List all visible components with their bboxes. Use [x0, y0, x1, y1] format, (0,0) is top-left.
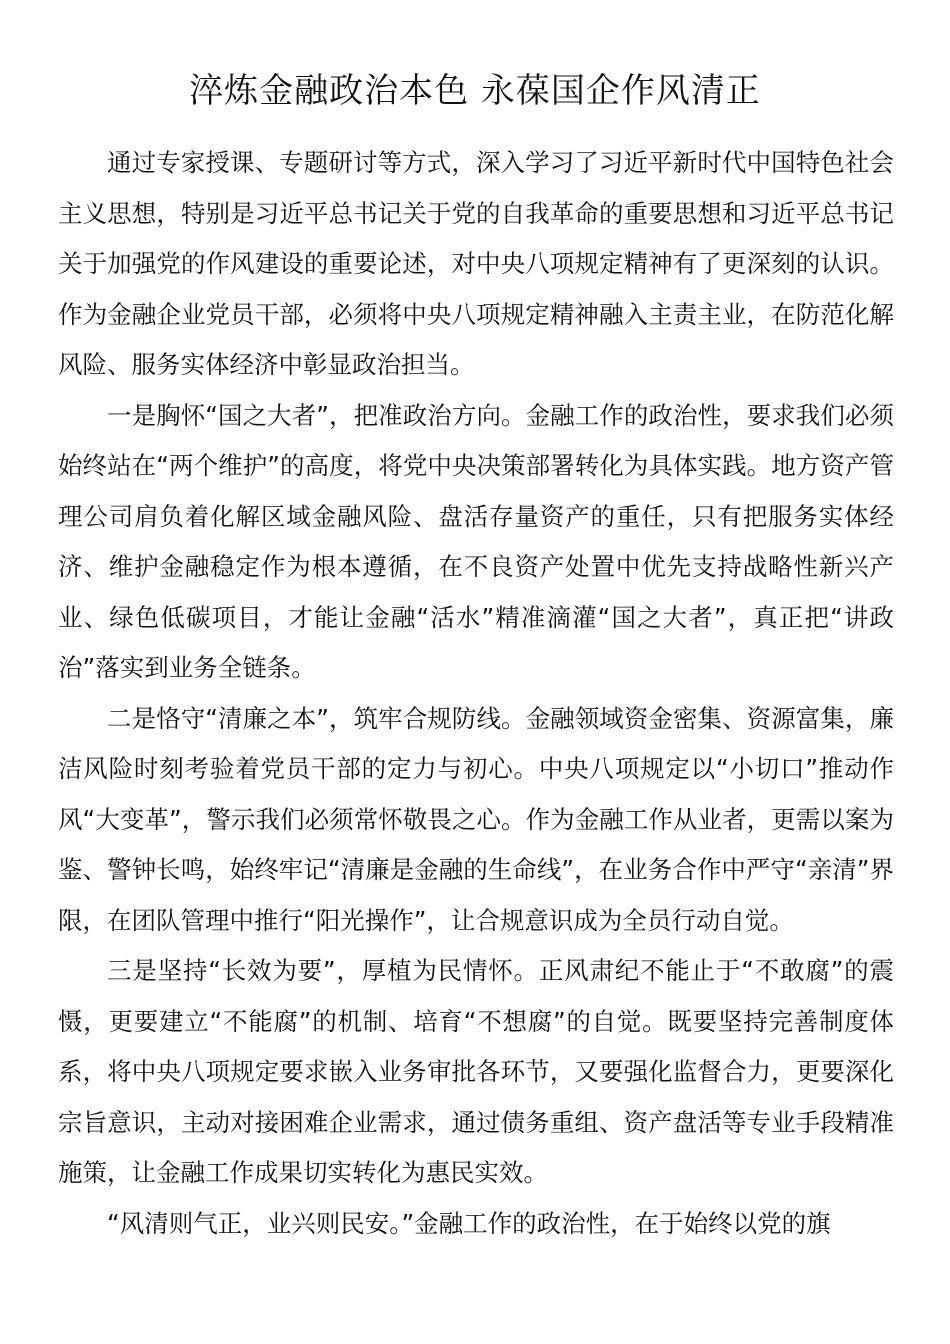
- paragraph-closing: “风清则气正，业兴则民安。”金融工作的政治性，在于始终以党的旗: [107, 1208, 831, 1238]
- paragraph-point-three: 三是坚持“长效为要”，厚植为民情怀。正风肃纪不能止于“不敢腐”的震慑，更要建立“不能腐”的机制、培育“不想腐”的自觉。既要坚持完善制度体系，将中央八项规定要求嵌入业务审批各环节，又要强化监督合力，更要深化宗旨意识，主动对接困难企业需求，通过债务重组、资产盘活等专业手段精准施策，让金融工作成果切实转化为惠民实效。: [58, 956, 894, 1187]
- paragraph-point-two: 二是恪守“清廉之本”，筑牢合规防线。金融领域资金密集、资源富集，廉洁风险时刻考验着党员干部的定力与初心。中央八项规定以“小切口”推动作风“大变革”，警示我们必须常怀敬畏之心。作为金融工作从业者，更需以案为鉴、警钟长鸣，始终牢记“清廉是金融的生命线”，在业务合作中严守“亲清”界限，在团队管理中推行“阳光操作”，让合规意识成为全员行动自觉。: [58, 703, 894, 935]
- paragraph-point-one: 一是胸怀“国之大者”，把准政治方向。金融工作的政治性，要求我们必须始终站在“两个维护”的高度，将党中央决策部署转化为具体实践。地方资产管理公司肩负着化解区域金融风险、盘活存量资产的重任，只有把服务实体经济、维护金融稳定作为根本遵循，在不良资产处置中优先支持战略性新兴产业、绿色低碳项目，才能让金融“活水”精准滴灌“国之大者”，真正把“讲政治”落实到业务全链条。: [58, 400, 894, 682]
- document-body: [58, 138, 894, 1249]
- paragraph-intro: 通过专家授课、专题研讨等方式，深入学习了习近平新时代中国特色社会主义思想，特别是习近平总书记关于党的自我革命的重要思想和习近平总书记关于加强党的作风建设的重要论述，对中央八项规定精神有了更深刻的认识。作为金融企业党员干部，必须将中央八项规定精神融入主责主业，在防范化解风险、服务实体经济中彰显政治担当。: [58, 148, 894, 379]
- document-title: 淬炼金融政治本色 永葆国企作风清正: [189, 71, 761, 111]
